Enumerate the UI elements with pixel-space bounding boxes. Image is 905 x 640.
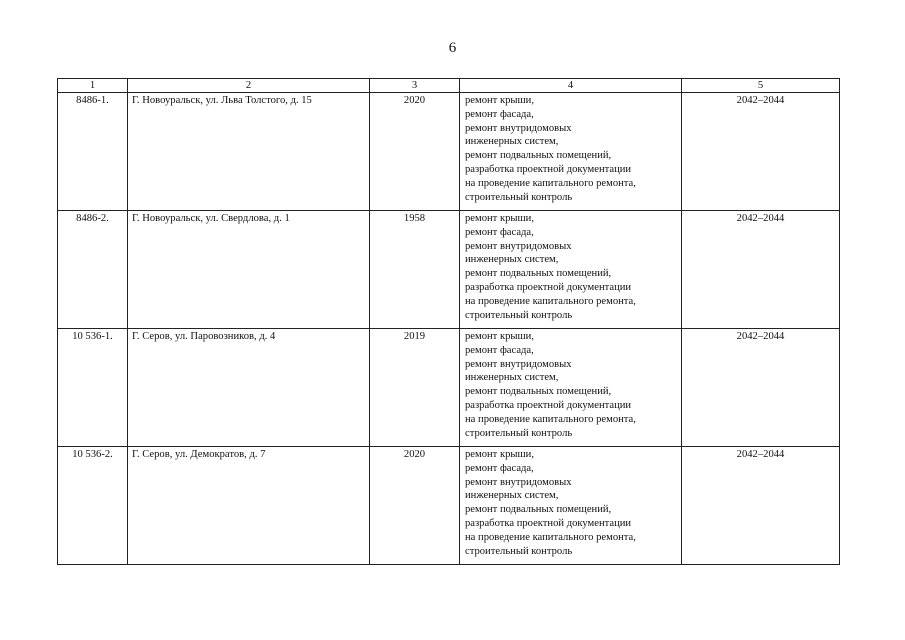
header-col-1: 1 [58, 79, 128, 93]
header-col-5: 5 [682, 79, 840, 93]
work-item: строительный контроль [465, 191, 573, 203]
table-row [58, 93, 840, 211]
work-item: ремонт внутридомовых [465, 240, 572, 252]
row-number: 8486-1. [58, 93, 128, 211]
work-item: разработка проектной документации [465, 281, 632, 293]
row-period: 2042–2044 [682, 211, 840, 329]
table-row [58, 329, 840, 447]
work-item: ремонт крыши, [465, 331, 534, 342]
row-period: 2042–2044 [682, 447, 840, 565]
work-item: ремонт крыши, [465, 449, 534, 460]
work-item: ремонт фасада, [465, 108, 534, 120]
row-period: 2042–2044 [682, 93, 840, 211]
row-address: Г. Новоуральск, ул. Свердлова, д. 1 [128, 211, 370, 329]
work-item: разработка проектной документации [465, 517, 632, 529]
row-works [460, 93, 682, 211]
work-item: разработка проектной документации [465, 163, 632, 175]
table-row [58, 211, 840, 329]
work-item: разработка проектной документации [465, 399, 632, 411]
row-address: Г. Серов, ул. Демократов, д. 7 [128, 447, 370, 565]
work-item: инженерных систем, [465, 136, 559, 148]
work-item: ремонт подвальных помещений, [465, 386, 612, 398]
row-year: 2020 [370, 447, 460, 565]
page-number: 6 [448, 40, 457, 56]
work-item: ремонт внутридомовых [465, 358, 572, 370]
row-period: 2042–2044 [682, 329, 840, 447]
work-item: ремонт внутридомовых [465, 476, 572, 488]
row-year: 1958 [370, 211, 460, 329]
work-item: ремонт крыши, [465, 95, 534, 106]
work-item: на проведение капитального ремонта, [465, 413, 636, 425]
work-item: строительный контроль [465, 309, 573, 321]
row-number: 10 536-1. [58, 329, 128, 447]
row-address: Г. Серов, ул. Паровозников, д. 4 [128, 329, 370, 447]
header-col-3: 3 [370, 79, 460, 93]
work-item: ремонт фасада, [465, 226, 534, 238]
row-number: 8486-2. [58, 211, 128, 329]
table-body [58, 93, 840, 565]
row-year: 2019 [370, 329, 460, 447]
row-works [460, 329, 682, 447]
work-item: на проведение капитального ремонта, [465, 531, 636, 543]
work-item: ремонт фасада, [465, 344, 534, 356]
repair-schedule-table [57, 78, 840, 565]
row-address: Г. Новоуральск, ул. Льва Толстого, д. 15 [128, 93, 370, 211]
row-works [460, 447, 682, 565]
work-item: строительный контроль [465, 427, 573, 439]
header-col-2: 2 [128, 79, 370, 93]
work-item: инженерных систем, [465, 372, 559, 384]
work-item: на проведение капитального ремонта, [465, 177, 636, 189]
header-col-4: 4 [460, 79, 682, 93]
work-item: ремонт внутридомовых [465, 122, 572, 134]
row-year: 2020 [370, 93, 460, 211]
work-item: на проведение капитального ремонта, [465, 295, 636, 307]
work-item: ремонт фасада, [465, 462, 534, 474]
work-item: ремонт подвальных помещений, [465, 504, 612, 516]
work-item: инженерных систем, [465, 490, 559, 502]
work-item: ремонт крыши, [465, 213, 534, 224]
row-works [460, 211, 682, 329]
table-row [58, 447, 840, 565]
table-header-row [58, 79, 840, 93]
work-item: ремонт подвальных помещений, [465, 150, 612, 162]
work-item: ремонт подвальных помещений, [465, 268, 612, 280]
work-item: строительный контроль [465, 545, 573, 557]
work-item: инженерных систем, [465, 254, 559, 266]
row-number: 10 536-2. [58, 447, 128, 565]
